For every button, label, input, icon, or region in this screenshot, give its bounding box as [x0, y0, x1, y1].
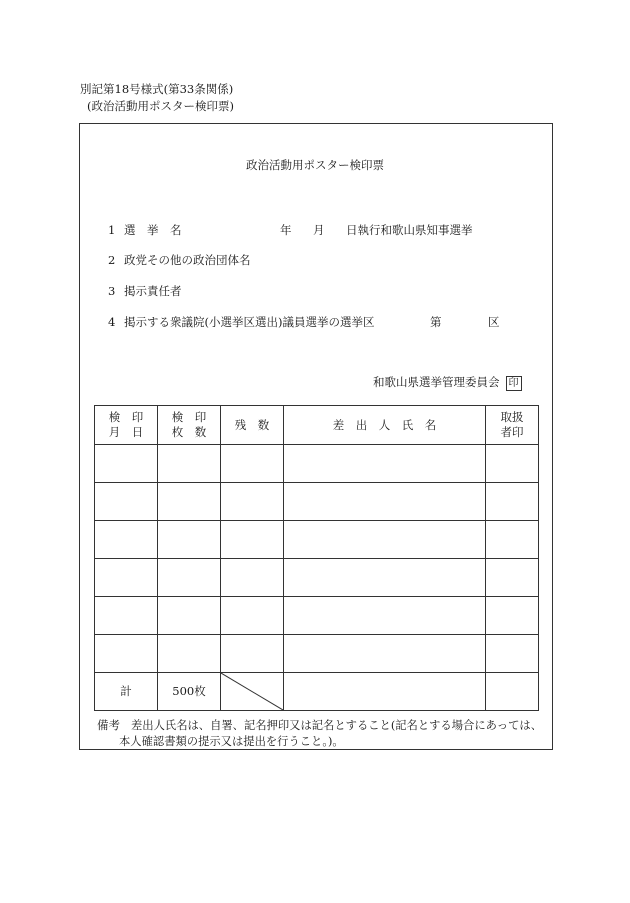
- header-submitter-name: 差 出 人 氏 名: [284, 406, 486, 445]
- table-cell: [486, 635, 539, 673]
- table-cell: [95, 483, 158, 521]
- table-cell: [95, 635, 158, 673]
- table-cell: [158, 635, 221, 673]
- table-cell: [221, 445, 284, 483]
- item-responsible-person: [108, 283, 182, 299]
- table-cell: [221, 521, 284, 559]
- table-cell: [284, 673, 486, 711]
- header-remaining: 残 数: [221, 406, 284, 445]
- table-cell: [95, 597, 158, 635]
- item-number: 4: [108, 315, 116, 329]
- item-electoral-district: [108, 314, 374, 330]
- table-cell: [284, 521, 486, 559]
- table-cell: [486, 559, 539, 597]
- table-row: [95, 483, 539, 521]
- table-cell: [221, 483, 284, 521]
- table-cell: [95, 559, 158, 597]
- item-number: 2: [108, 253, 116, 267]
- table-cell: [221, 635, 284, 673]
- table-row: [95, 597, 539, 635]
- election-month: 月: [313, 223, 325, 237]
- table-cell: [486, 521, 539, 559]
- table-cell: [158, 521, 221, 559]
- table-cell: [284, 597, 486, 635]
- item-label: 選 挙 名: [124, 223, 182, 237]
- election-title: 日執行和歌山県知事選挙: [346, 223, 473, 237]
- district-ku: 区: [488, 315, 500, 329]
- notes-label: 備考: [97, 718, 120, 732]
- total-label: 計: [95, 673, 158, 711]
- header-inspection-date: 検 印 月 日: [95, 406, 158, 445]
- table-total-row: [95, 673, 539, 711]
- table-cell: [158, 597, 221, 635]
- table-cell: [95, 521, 158, 559]
- notes-line-2: 本人確認書類の提示又は提出を行うこと。)。: [119, 735, 344, 748]
- table-row: [95, 521, 539, 559]
- table-header-row: [95, 406, 539, 445]
- table-cell: [221, 559, 284, 597]
- item-number: 3: [108, 284, 116, 298]
- table-row: [95, 445, 539, 483]
- notes-line-1: 差出人氏名は、自署、記名押印又は記名とすること(記名とする場合にあっては、: [131, 719, 542, 732]
- item-election-name: [108, 222, 182, 238]
- table-cell: [158, 445, 221, 483]
- table-cell: [158, 483, 221, 521]
- election-year: 年: [280, 223, 292, 237]
- table-row: [95, 635, 539, 673]
- table-cell: [486, 445, 539, 483]
- header-inspection-count: 検 印 枚 数: [158, 406, 221, 445]
- form-subtitle: (政治活動用ポスター検印票): [87, 99, 234, 113]
- table-cell: [95, 445, 158, 483]
- item-number: 1: [108, 223, 116, 237]
- table-cell: [284, 559, 486, 597]
- table-cell: [284, 635, 486, 673]
- table-cell: [486, 483, 539, 521]
- table-cell: [486, 673, 539, 711]
- header-handler-seal: 取扱 者印: [486, 406, 539, 445]
- diagonal-line: [221, 673, 283, 710]
- item-label: 掲示する衆議院(小選挙区選出)議員選挙の選挙区: [124, 315, 375, 329]
- district-dai: 第: [430, 315, 442, 329]
- committee-signature: [373, 374, 522, 391]
- item-party-name: [108, 252, 251, 268]
- form-reference: 別記第18号様式(第33条関係): [80, 82, 234, 96]
- table-cell: [284, 483, 486, 521]
- seal-stamp: 印: [506, 376, 522, 391]
- table-row: [95, 559, 539, 597]
- item-label: 掲示責任者: [124, 284, 182, 298]
- form-title: 政治活動用ポスター検印票: [246, 158, 384, 172]
- committee-name: 和歌山県選挙管理委員会: [373, 375, 500, 389]
- table-cell: [158, 559, 221, 597]
- total-count: 500枚: [158, 673, 221, 711]
- table-cell: [284, 445, 486, 483]
- inspection-table: [94, 405, 539, 711]
- table-cell: [486, 597, 539, 635]
- item-label: 政党その他の政治団体名: [124, 253, 251, 267]
- table-cell: [221, 597, 284, 635]
- diagonal-cell: [221, 673, 284, 711]
